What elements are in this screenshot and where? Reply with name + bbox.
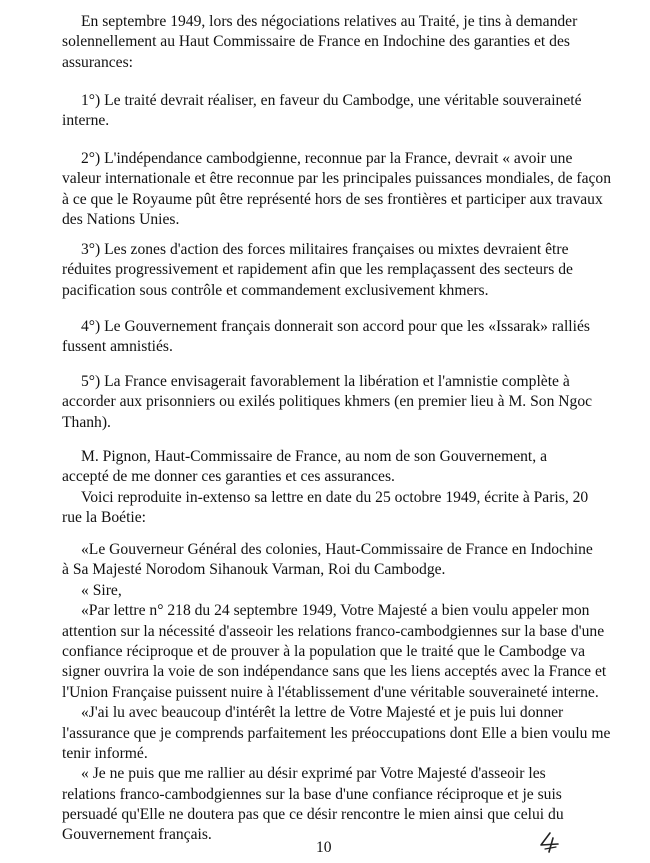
paragraph-pignon <box>0 447 650 529</box>
text-line: tenir informé. <box>62 744 148 762</box>
text-line: signer ouvrira la voie de son indépendance sans que les liens acceptés avec la France et <box>62 663 607 681</box>
text-line: fussent amnistiés. <box>62 338 173 356</box>
text-line: 3°) Les zones d'action des forces militaires françaises ou mixtes devraient être <box>81 241 569 258</box>
paragraph-point-1 <box>0 91 650 132</box>
text-line: 4°) Le Gouvernement français donnerait son accord pour que les «Issarak» ralliés <box>81 318 590 335</box>
text-line: 1°) Le traité devrait réaliser, en faveur du Cambodge, une véritable souveraineté <box>81 92 582 109</box>
text-line: « Je ne puis que me rallier au désir exprimé par Votre Majesté d'asseoir les <box>81 765 546 783</box>
text-line: persuadé qu'Elle ne doutera pas que ce désir rencontre le mien ainsi que celui du <box>62 806 564 824</box>
text-line: «J'ai lu avec beaucoup d'intérêt la lettre de Votre Majesté et je puis lui donner <box>81 704 564 722</box>
paragraph-point-4 <box>0 317 650 358</box>
page-number: 10 <box>316 839 332 856</box>
text-line: «Par lettre n° 218 du 24 septembre 1949, Votre Majesté a bien voulu appeler mon <box>81 602 590 620</box>
text-line: accorder aux prisonniers ou exilés politiques khmers (en premier lieu à M. Son Ngoc <box>62 393 593 411</box>
text-line: l'assurance que je comprends parfaitement les préoccupations dont Elle a bien voulu me <box>62 724 611 742</box>
text-line: confiance réciproque et de prouver à la population que le traité que le Cambodge va <box>62 642 586 660</box>
text-line: relations franco-cambodgiennes sur la base d'une confiance réciproque et je suis <box>62 785 562 803</box>
text-line: l'Union Française puissent nuire à l'établissement d'une véritable souveraineté interne. <box>62 683 599 701</box>
paragraph-point-2 <box>0 149 650 231</box>
text-line: solennellement au Haut Commissaire de France en Indochine des garanties et des <box>62 33 570 51</box>
text-line: rue la Boétie: <box>62 509 146 527</box>
text-line: pacification sous contrôle et commandement exclusivement khmers. <box>62 281 489 299</box>
text-line: valeur internationale et être reconnue par les principales puissances mondiales, de façon <box>62 170 612 188</box>
text-line: M. Pignon, Haut-Commissaire de France, au nom de son Gouvernement, a <box>81 448 547 465</box>
text-line: Gouvernement français. <box>62 826 212 844</box>
text-line: à Sa Majesté Norodom Sihanouk Varman, Roi du Cambodge. <box>62 561 446 579</box>
text-line: Thanh). <box>62 413 111 431</box>
text-line: attention sur la nécessité d'asseoir les relations franco-cambodgiennes sur la base d'une <box>62 622 605 640</box>
letter-quotation <box>0 540 650 846</box>
paragraph-intro <box>0 12 650 73</box>
paragraph-point-3 <box>0 240 650 301</box>
text-line: accepté de me donner ces garanties et ces assurances. <box>62 468 395 486</box>
paragraph-point-5 <box>0 372 650 433</box>
text-line: 2°) L'indépendance cambodgienne, reconnue par la France, devrait « avoir une <box>81 150 573 167</box>
text-line: 5°) La France envisagerait favorablement la libération et l'amnistie complète à <box>81 373 570 390</box>
text-line: assurances: <box>62 53 134 71</box>
text-line: interne. <box>62 112 110 130</box>
text-line: à ce que le Royaume pût être représenté hors de ses frontières et participer aux travaux <box>62 190 603 208</box>
text-line: réduites progressivement et rapidement afin que les remplaçassent des secteurs de <box>62 261 573 279</box>
text-line: « Sire, <box>81 581 122 599</box>
text-line: des Nations Unies. <box>62 211 180 229</box>
text-line: «Le Gouverneur Général des colonies, Haut-Commissaire de France en Indochine <box>81 541 593 558</box>
text-line: En septembre 1949, lors des négociations relatives au Traité, je tins à demander <box>81 13 578 30</box>
text-line: Voici reproduite in-extenso sa lettre en date du 25 octobre 1949, écrite à Paris, 20 <box>81 488 589 506</box>
handwritten-mark-icon <box>536 830 564 854</box>
